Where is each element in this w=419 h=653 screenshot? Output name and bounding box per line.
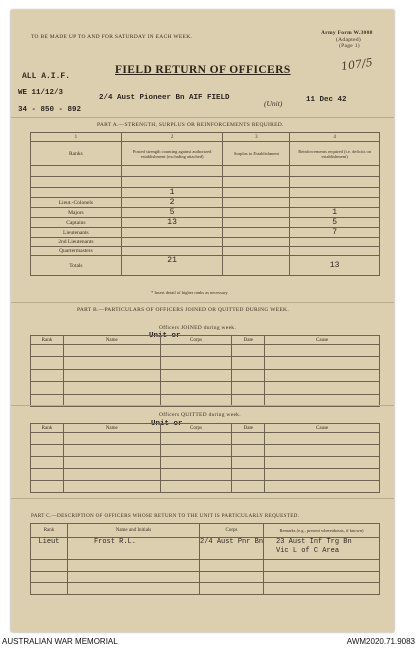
unit-name: 2/4 Aust Pioneer Bn AIF FIELD — [99, 94, 230, 102]
header-ranks: Ranks — [31, 142, 122, 166]
rank-cell: Quartermasters — [31, 247, 122, 256]
posted-cell: 2 — [121, 198, 223, 208]
part-c-col-corps: Corps — [200, 524, 264, 538]
col-number-3: 3 — [223, 133, 290, 142]
part-a-table — [30, 132, 380, 276]
footer-institution: AUSTRALIAN WAR MEMORIAL — [2, 637, 118, 646]
instruction-text: TO BE MADE UP TO AND FOR SATURDAY IN EACH WEEK. — [31, 34, 193, 40]
quitted-col-name: Name — [63, 424, 160, 433]
quitted-col-corps: Corps — [160, 424, 232, 433]
joined-col-rank: Rank — [31, 336, 64, 345]
form-number: Army Form W.3008 — [321, 30, 373, 36]
fold-line — [11, 302, 394, 303]
form-title: FIELD RETURN OF OFFICERS — [115, 64, 291, 76]
fold-line — [11, 117, 394, 118]
reinf-cell — [290, 166, 380, 177]
rank-cell — [31, 188, 122, 198]
part-c-col-rank: Rank — [31, 524, 68, 538]
rank-cell — [31, 166, 122, 177]
reinf-cell — [290, 177, 380, 188]
joined-table — [30, 335, 380, 407]
surplus-cell — [223, 177, 290, 188]
form-sheet — [11, 10, 394, 632]
rank-cell — [31, 177, 122, 188]
rank-cell: Lieutenants — [31, 228, 122, 238]
joined-col-cause: Cause — [265, 336, 380, 345]
joined-col-corps: Corps — [160, 336, 232, 345]
part-c-col-name: Name and Initials — [67, 524, 199, 538]
reinf-cell — [290, 188, 380, 198]
totals-label: Totals — [31, 256, 122, 276]
reinf-cell: 5 — [290, 218, 380, 228]
header-reinforcements: Reinforcements required (i.e. deficits on establishment) — [290, 142, 380, 166]
total-surplus — [223, 256, 290, 276]
quitted-table — [30, 423, 380, 493]
form-page: (Page 1) — [339, 43, 360, 49]
part-b-heading: PART B.—PARTICULARS OF OFFICERS JOINED OR QUITTED DURING WEEK. — [77, 307, 289, 313]
rank-cell: Lieut.-Colonels — [31, 198, 122, 208]
reinf-cell — [290, 198, 380, 208]
remarks-line-2: Vic L of C Area — [276, 547, 340, 555]
posted-cell: 5 — [121, 208, 223, 218]
surplus-cell — [223, 218, 290, 228]
part-c-col-remarks: Remarks (e.g., present whereabouts, if known) — [264, 524, 380, 538]
return-date: 11 Dec 42 — [306, 96, 347, 104]
footer-accession-number: AWM2020.71.9083 — [346, 637, 415, 646]
joined-col-date: Date — [232, 336, 265, 345]
joined-stamp: Unit or — [149, 332, 181, 340]
surplus-cell — [223, 198, 290, 208]
requested-rank: Lieut — [31, 538, 68, 560]
quitted-col-cause: Cause — [265, 424, 380, 433]
joined-col-name: Name — [63, 336, 160, 345]
header-surplus: Surplus to Establishment — [223, 142, 290, 166]
handwritten-reference: 107/5 — [340, 55, 374, 74]
rank-cell: Captains — [31, 218, 122, 228]
surplus-cell — [223, 166, 290, 177]
requested-remarks — [264, 538, 380, 560]
rank-cell: 2nd Lieutenants — [31, 238, 122, 247]
unit-label: (Unit) — [264, 99, 283, 108]
posted-cell — [121, 228, 223, 238]
reinf-cell: 7 — [290, 228, 380, 238]
distribution-line-1: ALL A.I.F. — [22, 72, 71, 81]
posted-cell — [121, 166, 223, 177]
total-reinforcements: 13 — [290, 256, 380, 276]
surplus-cell — [223, 238, 290, 247]
posted-cell — [121, 238, 223, 247]
posted-cell — [121, 247, 223, 256]
posted-cell — [121, 177, 223, 188]
form-adapted: (Adapted) — [336, 37, 361, 43]
joined-caption: Officers JOINED during week. — [159, 325, 237, 331]
remarks-line-1: 23 Aust Inf Trg Bn — [276, 538, 352, 546]
requested-corps: 2/4 Aust Pnr Bn — [200, 538, 264, 560]
part-c-table — [30, 523, 380, 595]
posted-cell: 13 — [121, 218, 223, 228]
surplus-cell — [223, 208, 290, 218]
col-number-2: 2 — [121, 133, 223, 142]
quitted-col-rank: Rank — [31, 424, 64, 433]
reinf-cell — [290, 238, 380, 247]
surplus-cell — [223, 228, 290, 238]
fold-line — [11, 498, 394, 499]
part-a-footnote: * Insert detail of higher ranks as necessary. — [151, 290, 229, 295]
distribution-line-3: 34 - 850 - 892 — [18, 106, 82, 114]
total-posted: 21 — [121, 256, 223, 276]
requested-name: Frost R.L. — [67, 538, 199, 560]
reinf-cell: 1 — [290, 208, 380, 218]
quitted-caption: Officers QUITTED during week. — [159, 412, 241, 418]
distribution-line-2: WE 11/12/3 — [18, 89, 64, 97]
quitted-col-date: Date — [232, 424, 265, 433]
surplus-cell — [223, 247, 290, 256]
header-posted-strength: Posted strength counting against authorized establishment (excluding attached) — [121, 142, 223, 166]
col-number-1: 1 — [31, 133, 122, 142]
surplus-cell — [223, 188, 290, 198]
rank-cell: Majors — [31, 208, 122, 218]
part-a-heading: PART A.—STRENGTH, SURPLUS OR REINFORCEMENTS REQUIRED. — [97, 122, 284, 128]
col-number-4: 4 — [290, 133, 380, 142]
part-c-heading: PART C.—DESCRIPTION OF OFFICERS WHOSE RETURN TO THE UNIT IS PARTICULARLY REQUESTED. — [31, 513, 300, 519]
reinf-cell — [290, 247, 380, 256]
fold-line — [11, 405, 394, 406]
quitted-stamp: Unit or — [151, 420, 183, 428]
posted-cell: 1 — [121, 188, 223, 198]
